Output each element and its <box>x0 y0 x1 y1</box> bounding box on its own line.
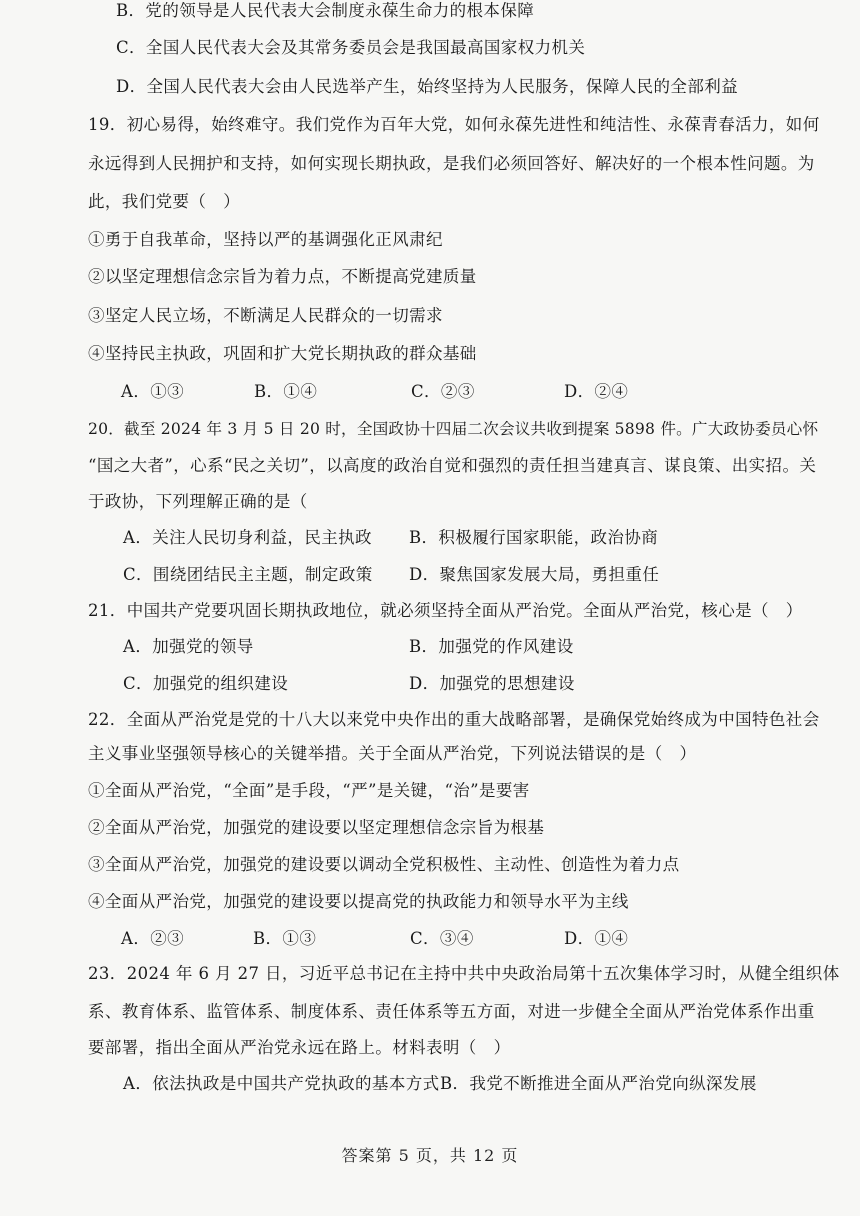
page-footer: 答案第 5 页，共 12 页 <box>341 1146 519 1165</box>
q19-statement-1: ①勇于自我革命，坚持以严的基调强化正风肃纪 <box>88 230 443 249</box>
q19-option-c: C．②③ <box>411 382 475 401</box>
q19-option-d: D．②④ <box>564 382 629 401</box>
q20-stem-line-2: “国之大者”，心系“民之关切”，以高度的政治自觉和强烈的责任担当建真言、谋良策、出实招。关 <box>88 456 817 475</box>
q19-statement-3: ③坚定人民立场，不断满足人民群众的一切需求 <box>88 306 443 325</box>
q21-option-b: B．加强党的作风建设 <box>409 637 574 656</box>
q18-option-b: B．党的领导是人民代表大会制度永葆生命力的根本保障 <box>116 1 535 20</box>
q23-option-b: B．我党不断推进全面从严治党向纵深发展 <box>440 1074 757 1093</box>
q19-statement-4: ④坚持民主执政，巩固和扩大党长期执政的群众基础 <box>88 344 477 363</box>
q23-stem-line-2: 系、教育体系、监管体系、制度体系、责任体系等五方面，对进一步健全全面从严治党体系作出重 <box>88 1002 815 1021</box>
q21-option-c: C．加强党的组织建设 <box>123 674 289 693</box>
q22-option-a: A．②③ <box>121 929 185 948</box>
q22-statement-4: ④全面从严治党，加强党的建设要以提高党的执政能力和领导水平为主线 <box>88 892 629 911</box>
q22-option-c: C．③④ <box>410 929 474 948</box>
q19-stem-line-3: 此，我们党要（ ） <box>88 192 241 211</box>
q23-stem-line-1: 23．2024 年 6 月 27 日，习近平总书记在主持中共中央政治局第十五次集体学习时，从健全组织体 <box>88 964 840 983</box>
q22-option-d: D．①④ <box>564 929 629 948</box>
q22-option-b: B．①③ <box>253 929 317 948</box>
q19-statement-2: ②以坚定理想信念宗旨为着力点，不断提高党建质量 <box>88 267 477 286</box>
q22-statement-3: ③全面从严治党，加强党的建设要以调动全党积极性、主动性、创造性为着力点 <box>88 855 680 874</box>
q20-option-c: C．围绕团结民主主题，制定政策 <box>123 565 373 584</box>
q21-option-d: D．加强党的思想建设 <box>409 674 575 693</box>
q21-option-a: A．加强党的领导 <box>123 637 254 656</box>
q20-option-d: D．聚焦国家发展大局，勇担重任 <box>409 565 660 584</box>
q22-statement-2: ②全面从严治党，加强党的建设要以坚定理想信念宗旨为根基 <box>88 818 545 837</box>
q22-statement-1: ①全面从严治党，“全面”是手段，“严”是关键，“治”是要害 <box>88 781 530 800</box>
q22-stem-line-1: 22．全面从严治党是党的十八大以来党中央作出的重大战略部署，是确保党始终成为中国特色社会 <box>88 710 820 729</box>
q22-stem-line-2: 主义事业坚强领导核心的关键举措。关于全面从严治党，下列说法错误的是（ ） <box>88 744 697 763</box>
q19-option-a: A．①③ <box>121 382 185 401</box>
q19-stem-line-2: 永远得到人民拥护和支持，如何实现长期执政，是我们必须回答好、解决好的一个根本性问题。为 <box>88 154 815 173</box>
q18-option-c: C．全国人民代表大会及其常务委员会是我国最高国家权力机关 <box>116 38 586 57</box>
q20-option-a: A．关注人民切身利益，民主执政 <box>123 528 372 547</box>
q18-option-d: D．全国人民代表大会由人民选举产生，始终坚持为人民服务，保障人民的全部利益 <box>116 77 739 96</box>
q20-stem-line-3: 于政协，下列理解正确的是（ <box>88 492 308 511</box>
q23-option-a: A．依法执政是中国共产党执政的基本方式 <box>123 1074 440 1093</box>
q20-option-b: B．积极履行国家职能，政治协商 <box>409 528 659 547</box>
q23-stem-line-3: 要部署，指出全面从严治党永远在路上。材料表明（ ） <box>88 1038 511 1057</box>
q19-option-b: B．①④ <box>254 382 318 401</box>
q19-stem-line-1: 19．初心易得，始终难守。我们党作为百年大党，如何永葆先进性和纯洁性、永葆青春活力，如何 <box>88 115 820 134</box>
q21-stem-line-1: 21．中国共产党要巩固长期执政地位，就必须坚持全面从严治党。全面从严治党，核心是（ ） <box>88 601 803 620</box>
q20-stem-line-1: 20．截至 2024 年 3 月 5 日 20 时，全国政协十四届二次会议共收到提案 5898 件。广大政协委员心怀 <box>88 420 819 438</box>
